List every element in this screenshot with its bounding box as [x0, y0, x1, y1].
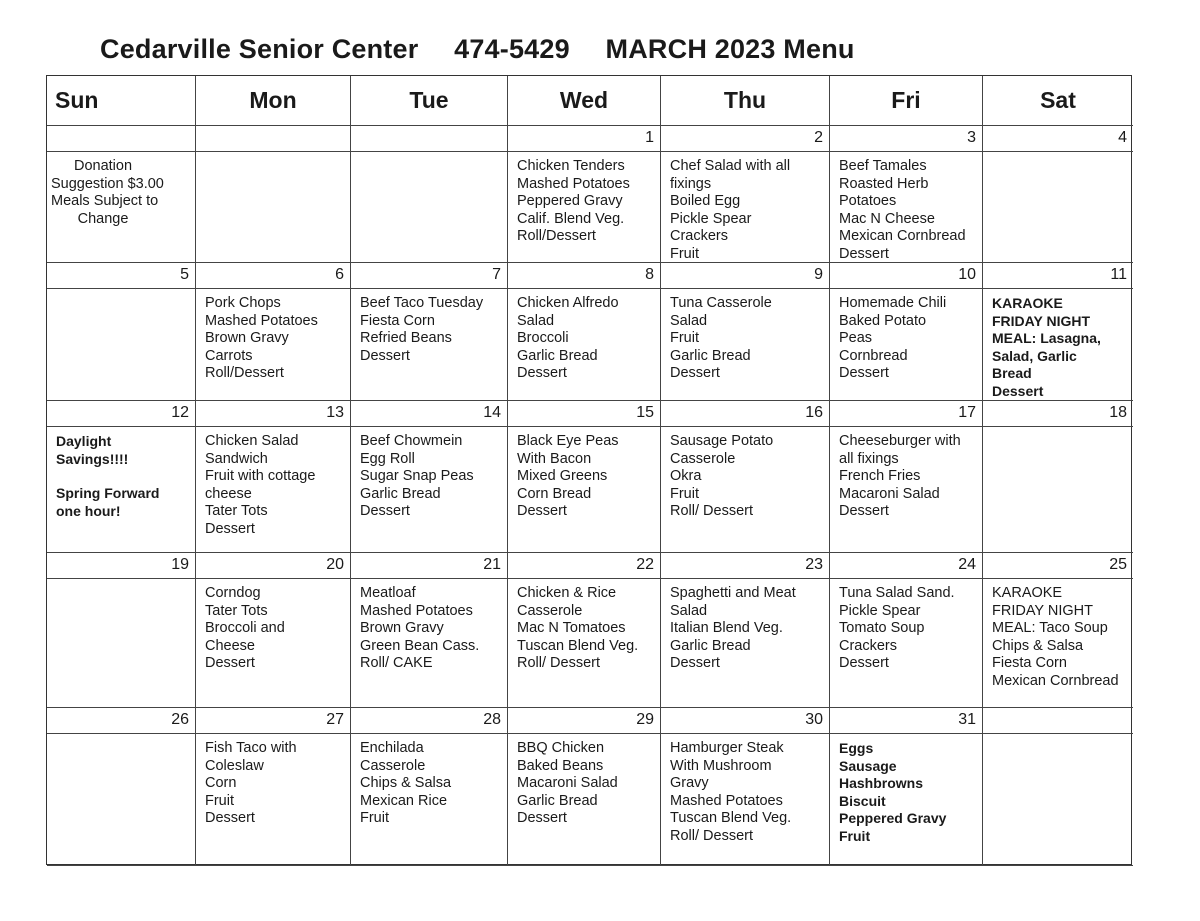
day-cell: [47, 401, 196, 553]
menu-item: Mac N Tomatoes: [517, 620, 626, 637]
menu-item: Chef Salad with all: [670, 158, 791, 174]
meal-list: [205, 295, 346, 383]
menu-item: Mashed Potatoes: [360, 602, 473, 619]
menu-item: Hamburger Steak: [670, 740, 784, 756]
menu-item: Garlic Bread: [517, 347, 598, 364]
menu-item: MEAL: Lasagna,: [992, 330, 1101, 347]
day-cell: [983, 401, 1133, 553]
day-number: 9: [661, 263, 829, 289]
menu-item: Sausage Potato: [670, 433, 774, 449]
weekday-header-thu: Thu: [661, 76, 830, 126]
day-cell: [351, 126, 508, 263]
menu-item: Pickle Spear: [839, 602, 921, 619]
menu-item: Tater Tots: [205, 602, 268, 619]
day-number: 5: [47, 263, 195, 289]
day-number: 8: [508, 263, 660, 289]
menu-item: Casserole: [360, 757, 426, 774]
menu-item: KARAOKE: [992, 585, 1063, 601]
menu-item: Fruit: [205, 792, 234, 809]
day-number: 16: [661, 401, 829, 427]
menu-item: Tuna Salad Sand.: [839, 585, 955, 601]
day-number: 4: [983, 126, 1133, 152]
meal-list: [517, 585, 656, 673]
menu-item: Spaghetti and Meat: [670, 585, 796, 601]
menu-item: Meals Subject to: [51, 193, 159, 210]
meal-list: [992, 295, 1129, 401]
menu-item: Chips & Salsa: [360, 775, 452, 792]
day-cell: [196, 401, 351, 553]
menu-item: all fixings: [839, 450, 899, 467]
meal-list: [517, 158, 656, 246]
menu-item: Brown Gravy: [205, 330, 289, 347]
menu-item: Garlic Bread: [670, 347, 751, 364]
day-cell: [351, 708, 508, 866]
meal-list: [839, 433, 978, 521]
menu-item: Tuscan Blend Veg.: [670, 810, 792, 827]
menu-item: Mac N Cheese: [839, 210, 935, 227]
menu-item: KARAOKE: [992, 295, 1063, 311]
menu-item: Beef Chowmein: [360, 433, 463, 449]
menu-item: Egg Roll: [360, 450, 415, 467]
menu-item: Dessert: [517, 810, 567, 827]
menu-item: Sugar Snap Peas: [360, 468, 474, 485]
menu-item: BBQ Chicken: [517, 740, 605, 756]
menu-item: Chips & Salsa: [992, 637, 1084, 654]
menu-item: Baked Potato: [839, 312, 927, 329]
day-number: 1: [508, 126, 660, 152]
day-number: 6: [196, 263, 350, 289]
menu-item: Roll/ CAKE: [360, 655, 433, 672]
day-number: [983, 708, 1133, 734]
menu-item: Roll/Dessert: [205, 365, 284, 382]
day-number: [47, 126, 195, 152]
menu-item: Refried Beans: [360, 330, 452, 347]
menu-item: Mexican Rice: [360, 792, 448, 809]
page-title: [100, 34, 883, 65]
menu-item: Fiesta Corn: [992, 655, 1067, 672]
menu-item: Meatloaf: [360, 585, 416, 601]
menu-item: Mashed Potatoes: [205, 312, 318, 329]
menu-title: MARCH 2023 Menu: [605, 34, 855, 64]
menu-item: Mexican Cornbread: [992, 672, 1119, 689]
menu-item: Casserole: [517, 602, 583, 619]
day-number: 19: [47, 553, 195, 579]
menu-item: Suggestion $3.00: [51, 175, 164, 192]
menu-item: Pickle Spear: [670, 210, 752, 227]
day-cell: [508, 126, 661, 263]
menu-item: Sausage: [839, 757, 897, 774]
menu-item: Okra: [670, 468, 702, 485]
day-cell: [661, 263, 830, 401]
menu-item: Tuna Casserole: [670, 295, 772, 311]
menu-item: Tomato Soup: [839, 620, 925, 637]
day-cell: [983, 126, 1133, 263]
menu-item: MEAL: Taco Soup: [992, 620, 1108, 637]
meal-list: [205, 740, 346, 828]
menu-item: Daylight: [56, 433, 112, 449]
menu-item: Boiled Egg: [670, 193, 741, 210]
center-phone: 474-5429: [454, 34, 570, 64]
day-cell: [47, 553, 196, 708]
menu-item: Dessert: [839, 365, 889, 382]
day-number: 14: [351, 401, 507, 427]
day-number: 20: [196, 553, 350, 579]
menu-item: Dessert: [360, 347, 410, 364]
day-cell: [661, 553, 830, 708]
meal-list: [839, 585, 978, 673]
menu-item: Biscuit: [839, 792, 886, 809]
day-number: 29: [508, 708, 660, 734]
menu-item: Dessert: [670, 655, 720, 672]
menu-item: Corndog: [205, 585, 261, 601]
menu-item: With Bacon: [517, 450, 592, 467]
menu-item: Fish Taco with: [205, 740, 297, 756]
menu-item: Roll/ Dessert: [670, 827, 753, 844]
menu-item: Garlic Bread: [360, 485, 441, 502]
weekday-header-sat: Sat: [983, 76, 1133, 126]
menu-item: Beef Tamales: [839, 158, 927, 174]
menu-item: Chicken & Rice: [517, 585, 617, 601]
menu-item: Casserole: [670, 450, 736, 467]
menu-item: With Mushroom: [670, 757, 772, 774]
day-cell: [47, 263, 196, 401]
menu-item: Peppered Gravy: [839, 810, 947, 827]
menu-item: Italian Blend Veg.: [670, 620, 783, 637]
menu-item: Fruit with cottage: [205, 468, 316, 485]
menu-item: Dessert: [839, 503, 889, 520]
menu-item: Mixed Greens: [517, 468, 608, 485]
menu-item: Corn: [205, 775, 237, 792]
menu-item: Macaroni Salad: [517, 775, 618, 792]
weekday-header-wed: Wed: [508, 76, 661, 126]
weekday-header-sun: Sun: [47, 76, 196, 126]
day-number: 7: [351, 263, 507, 289]
menu-item: Bread: [992, 365, 1032, 382]
meal-list: [517, 295, 656, 383]
menu-item: Sandwich: [205, 450, 268, 467]
menu-item: Mashed Potatoes: [670, 792, 783, 809]
menu-item: Roll/Dessert: [517, 228, 596, 245]
day-cell: [508, 401, 661, 553]
day-cell: [661, 708, 830, 866]
day-number: 17: [830, 401, 982, 427]
menu-item: Crackers: [839, 637, 898, 654]
donation-note: [51, 158, 164, 228]
menu-item: Salad: [670, 602, 708, 619]
menu-item: Savings!!!!: [56, 450, 129, 467]
menu-item: Salad: [670, 312, 708, 329]
meal-list: [839, 158, 978, 264]
menu-item: Chicken Salad: [205, 433, 299, 449]
day-number: [351, 126, 507, 152]
meal-list: [670, 740, 825, 846]
meal-list: [205, 433, 346, 539]
menu-item: Dessert: [205, 810, 255, 827]
day-number: 15: [508, 401, 660, 427]
meal-list: [670, 433, 825, 521]
day-cell: [508, 263, 661, 401]
day-number: 26: [47, 708, 195, 734]
menu-item: Change: [77, 210, 129, 227]
menu-item: Salad, Garlic: [992, 347, 1077, 364]
day-number: 24: [830, 553, 982, 579]
menu-item: Broccoli: [517, 330, 569, 347]
menu-item: Crackers: [670, 228, 729, 245]
menu-item: Roll/ Dessert: [517, 655, 600, 672]
menu-item: French Fries: [839, 468, 921, 485]
meal-list: [992, 585, 1129, 691]
day-number: 2: [661, 126, 829, 152]
menu-item: fixings: [670, 175, 712, 192]
day-cell: [196, 126, 351, 263]
day-cell: [983, 708, 1133, 866]
menu-item: Garlic Bread: [670, 637, 751, 654]
menu-item: Dessert: [517, 503, 567, 520]
day-number: 10: [830, 263, 982, 289]
day-number: 18: [983, 401, 1133, 427]
weekday-header-tue: Tue: [351, 76, 508, 126]
menu-item: Carrots: [205, 347, 253, 364]
center-name: Cedarville Senior Center: [100, 34, 419, 64]
menu-item: Potatoes: [839, 193, 897, 210]
menu-item: Salad: [517, 312, 555, 329]
day-cell: [196, 708, 351, 866]
menu-item: Enchilada: [360, 740, 424, 756]
menu-item: Tater Tots: [205, 503, 268, 520]
menu-item: Fruit: [670, 330, 699, 347]
menu-item: cheese: [205, 485, 252, 502]
day-cell: [351, 553, 508, 708]
menu-item: Dessert: [205, 655, 255, 672]
day-cell: [508, 708, 661, 866]
menu-item: Mashed Potatoes: [517, 175, 630, 192]
day-number: 23: [661, 553, 829, 579]
day-cell: [661, 401, 830, 553]
menu-item: FRIDAY NIGHT: [992, 602, 1093, 619]
menu-item: Cheeseburger with: [839, 433, 961, 449]
menu-item: Dessert: [360, 503, 410, 520]
menu-item: Fruit: [670, 485, 699, 502]
menu-item: Black Eye Peas: [517, 433, 619, 449]
day-number: 11: [983, 263, 1133, 289]
menu-item: Coleslaw: [205, 757, 264, 774]
day-number: 12: [47, 401, 195, 427]
menu-item: [56, 468, 191, 485]
menu-item: Peppered Gravy: [517, 193, 623, 210]
day-cell: [661, 126, 830, 263]
day-cell: [830, 401, 983, 553]
menu-item: Dessert: [205, 520, 255, 537]
menu-item: Homemade Chili: [839, 295, 947, 311]
meal-list: [56, 433, 191, 520]
menu-item: FRIDAY NIGHT: [992, 312, 1091, 329]
day-number: [196, 126, 350, 152]
menu-item: Dessert: [839, 245, 889, 262]
meal-list: [205, 585, 346, 673]
menu-item: Gravy: [670, 775, 709, 792]
menu-item: Beef Taco Tuesday: [360, 295, 484, 311]
day-cell: [196, 263, 351, 401]
meal-list: [360, 433, 503, 521]
menu-item: Fiesta Corn: [360, 312, 435, 329]
day-cell: [830, 553, 983, 708]
menu-item: Peas: [839, 330, 873, 347]
menu-item: Donation: [73, 158, 133, 174]
menu-item: Corn Bread: [517, 485, 592, 502]
menu-item: Cheese: [205, 637, 255, 654]
day-cell: [830, 263, 983, 401]
menu-item: Baked Beans: [517, 757, 604, 774]
day-number: 3: [830, 126, 982, 152]
day-cell: [351, 263, 508, 401]
meal-list: [360, 295, 503, 365]
day-number: 27: [196, 708, 350, 734]
menu-item: Mexican Cornbread: [839, 228, 966, 245]
day-number: 22: [508, 553, 660, 579]
day-cell: [508, 553, 661, 708]
menu-item: Broccoli and: [205, 620, 285, 637]
menu-item: one hour!: [56, 502, 121, 519]
menu-item: Fruit: [360, 810, 389, 827]
day-number: 31: [830, 708, 982, 734]
menu-item: Cornbread: [839, 347, 908, 364]
day-cell: [47, 126, 196, 263]
menu-item: Chicken Alfredo: [517, 295, 619, 311]
meal-list: [670, 295, 825, 383]
meal-list: [360, 740, 503, 828]
menu-item: Garlic Bread: [517, 792, 598, 809]
day-cell: [351, 401, 508, 553]
menu-item: Spring Forward: [56, 485, 160, 502]
menu-item: Pork Chops: [205, 295, 281, 311]
menu-item: Roll/ Dessert: [670, 503, 753, 520]
menu-item: Dessert: [517, 365, 567, 382]
menu-item: Tuscan Blend Veg.: [517, 637, 639, 654]
menu-item: Roasted Herb: [839, 175, 929, 192]
menu-item: Fruit: [839, 827, 871, 844]
menu-item: Fruit: [670, 245, 699, 262]
menu-item: Dessert: [992, 382, 1044, 399]
menu-item: Eggs: [839, 740, 874, 756]
menu-item: Hashbrowns: [839, 775, 924, 792]
day-number: 30: [661, 708, 829, 734]
menu-item: Dessert: [670, 365, 720, 382]
day-number: 28: [351, 708, 507, 734]
menu-item: Dessert: [839, 655, 889, 672]
menu-item: Macaroni Salad: [839, 485, 940, 502]
meal-list: [839, 295, 978, 383]
day-number: 25: [983, 553, 1133, 579]
meal-list: [360, 585, 503, 673]
meal-list: [670, 585, 825, 673]
day-cell: [983, 263, 1133, 401]
weekday-header-fri: Fri: [830, 76, 983, 126]
day-cell: [47, 708, 196, 866]
menu-item: Brown Gravy: [360, 620, 444, 637]
menu-item: Calif. Blend Veg.: [517, 210, 625, 227]
day-number: 13: [196, 401, 350, 427]
menu-calendar: [46, 75, 1132, 865]
day-cell: [830, 126, 983, 263]
meal-list: [517, 740, 656, 828]
meal-list: [517, 433, 656, 521]
day-cell: [983, 553, 1133, 708]
menu-item: Green Bean Cass.: [360, 637, 480, 654]
weekday-header-mon: Mon: [196, 76, 351, 126]
menu-item: Chicken Tenders: [517, 158, 625, 174]
day-number: 21: [351, 553, 507, 579]
day-cell: [830, 708, 983, 866]
meal-list: [839, 740, 978, 846]
day-cell: [196, 553, 351, 708]
meal-list: [670, 158, 825, 264]
